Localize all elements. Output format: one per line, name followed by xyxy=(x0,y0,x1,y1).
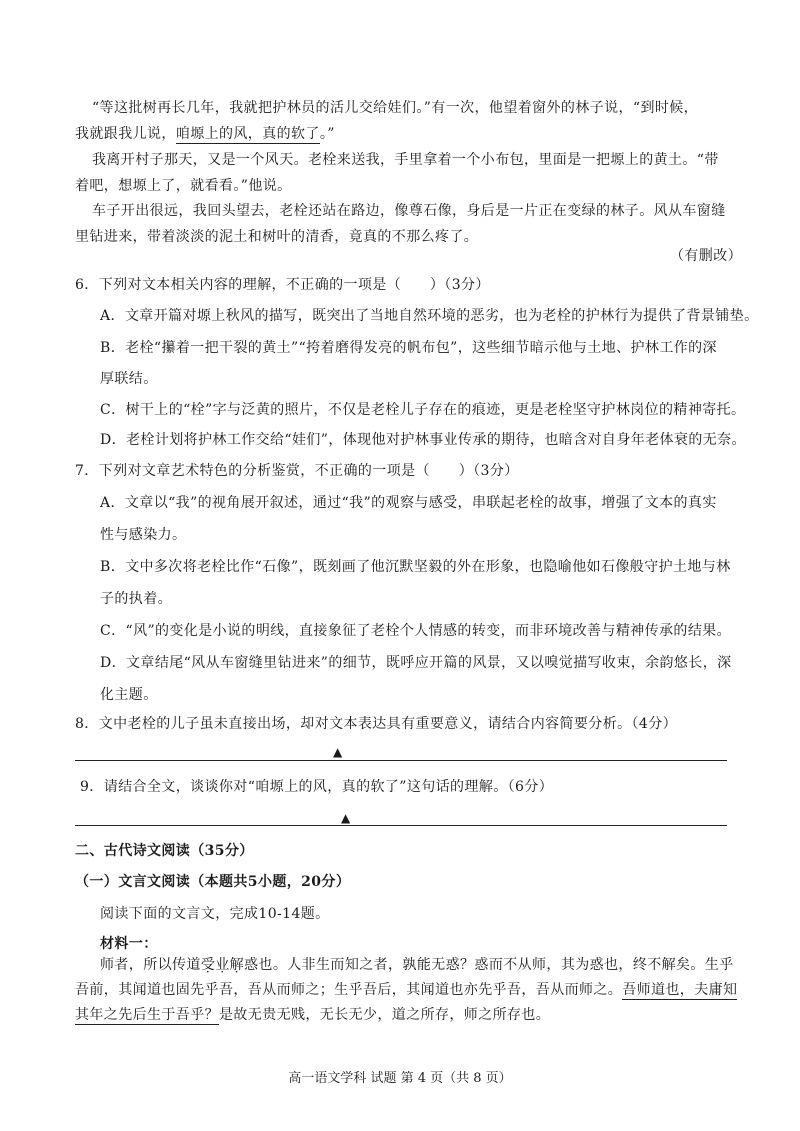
source-note: （有删改） xyxy=(670,248,742,264)
answer-marker-q8: ▲ xyxy=(333,745,343,759)
answer-line-q8 xyxy=(75,760,727,761)
story-paragraph-2-line-2: 着吧，想塬上了，就看看。”他说。 xyxy=(75,178,292,194)
question-6-option-b-line-2: 厚联结。 xyxy=(100,371,158,387)
emphasis-char: 业 xyxy=(215,957,230,973)
story-paragraph-1-line-2: 我就跟我儿说，咱塬上的风，真的软了。” xyxy=(75,126,335,142)
question-6-option-d: D．老栓计划将护林工作交给“娃们”，体现他对护林事业传承的期待，也暗含对自身年老体衰的无奈。 xyxy=(100,432,746,448)
underlined-sentence-part-1: 吾师道也，夫庸知 xyxy=(622,982,738,998)
question-7-option-a-line-2: 性与感染力。 xyxy=(100,527,187,543)
question-7-stem: 7．下列对文章艺术特色的分析鉴赏，不正确的一项是（ ）（3分） xyxy=(75,463,519,479)
reading-instruction: 阅读下面的文言文，完成10-14题。 xyxy=(100,906,330,922)
question-6-option-a: A．文章开篇对塬上秋风的描写，既突出了当地自然环境的恶劣，也为老栓的护林行为提供了背景铺垫。 xyxy=(100,308,759,324)
emphasis-char: 受 xyxy=(200,957,216,973)
question-6-option-b-line-1: B．老栓“攥着一把干裂的黄土”“挎着磨得发亮的帆布包”，这些细节暗示他与土地、护林工作的深 xyxy=(100,340,717,356)
question-7-option-c: C．“风”的变化是小说的明线，直接象征了老栓个人情感的转变，而非环境改善与精神传承的结果。 xyxy=(100,623,732,639)
page-footer: 高一语文学科 试题 第 4 页（共 8 页） xyxy=(288,1071,512,1086)
section-2-heading: 二、古代诗文阅读（35分） xyxy=(75,843,254,859)
question-6-option-c: C．树干上的“栓”字与泛黄的照片，不仅是老栓儿子存在的痕迹，更是老栓坚守护林岗位的精神寄托。 xyxy=(100,402,746,418)
story-paragraph-2-line-1: 我离开村子那天，又是一个风天。老栓来送我，手里拿着一个小布包，里面是一把塬上的黄土。“带 xyxy=(92,152,719,168)
story-paragraph-3-line-2: 里钻进来，带着淡淡的泥土和树叶的清香，竟真的不那么疼了。 xyxy=(75,229,479,245)
classical-text-line-2: 吾前，其闻道也固先乎吾，吾从而师之；生乎吾后，其闻道也亦先乎吾，吾从而师之。吾师道也，夫庸知 xyxy=(75,982,738,998)
question-7-option-d-line-1: D．文章结尾“风从车窗缝里钻进来”的细节，既呼应开篇的风景，又以嗅觉描写收束，余韵悠长，深 xyxy=(100,655,732,671)
material-1-label: 材料一： xyxy=(100,936,158,952)
classical-text-line-3: 其年之先后生于吾乎？是故无贵无贱，无长无少，道之所存，师之所存也。 xyxy=(75,1007,551,1023)
question-7-option-a-line-1: A．文章以“我”的视角展开叙述，通过“我”的观察与感受，串联起老栓的故事，增强了文本的真实 xyxy=(100,495,717,511)
story-paragraph-3-line-1: 车子开出很远，我回头望去，老栓还站在路边，像尊石像，身后是一片正在变绿的林子。风从车窗缝 xyxy=(92,203,726,219)
emphasis-char: 解 xyxy=(229,957,245,973)
story-paragraph-1-line-1: “等这批树再长几年，我就把护林员的活儿交给娃们。”有一次，他望着窗外的林子说，“到时候， xyxy=(92,100,699,116)
question-6-stem: 6．下列对文本相关内容的理解，不正确的一项是（ ）（3分） xyxy=(75,277,490,293)
question-7-option-b-line-2: 子的执着。 xyxy=(100,591,172,607)
question-8-stem: 8．文中老栓的儿子虽未直接出场，却对文本表达具有重要意义，请结合内容简要分析。（4分） xyxy=(75,716,678,732)
classical-text-line-1: 师者，所以传道受业解惑也。人非生而知之者，孰能无惑？惑而不从师，其为惑也，终不解矣。生乎 xyxy=(100,957,734,973)
underlined-sentence-part-2: 其年之先后生于吾乎？ xyxy=(75,1007,219,1023)
answer-line-q9 xyxy=(75,825,727,826)
question-7-option-d-line-2: 化主题。 xyxy=(100,687,158,703)
answer-marker-q9: ▲ xyxy=(341,811,351,825)
section-2-subheading: （一）文言文阅读（本题共5小题，20分） xyxy=(75,874,351,890)
question-7-option-b-line-1: B．文中多次将老栓比作“石像”，既刻画了他沉默坚毅的外在形象，也隐喻他如石像般守护土地与林 xyxy=(100,559,731,575)
underlined-quote: 咱塬上的风，真的软了 xyxy=(175,126,320,142)
question-9-stem: 9．请结合全文，谈谈你对“咱塬上的风，真的软了”这句话的理解。（6分） xyxy=(80,779,554,795)
